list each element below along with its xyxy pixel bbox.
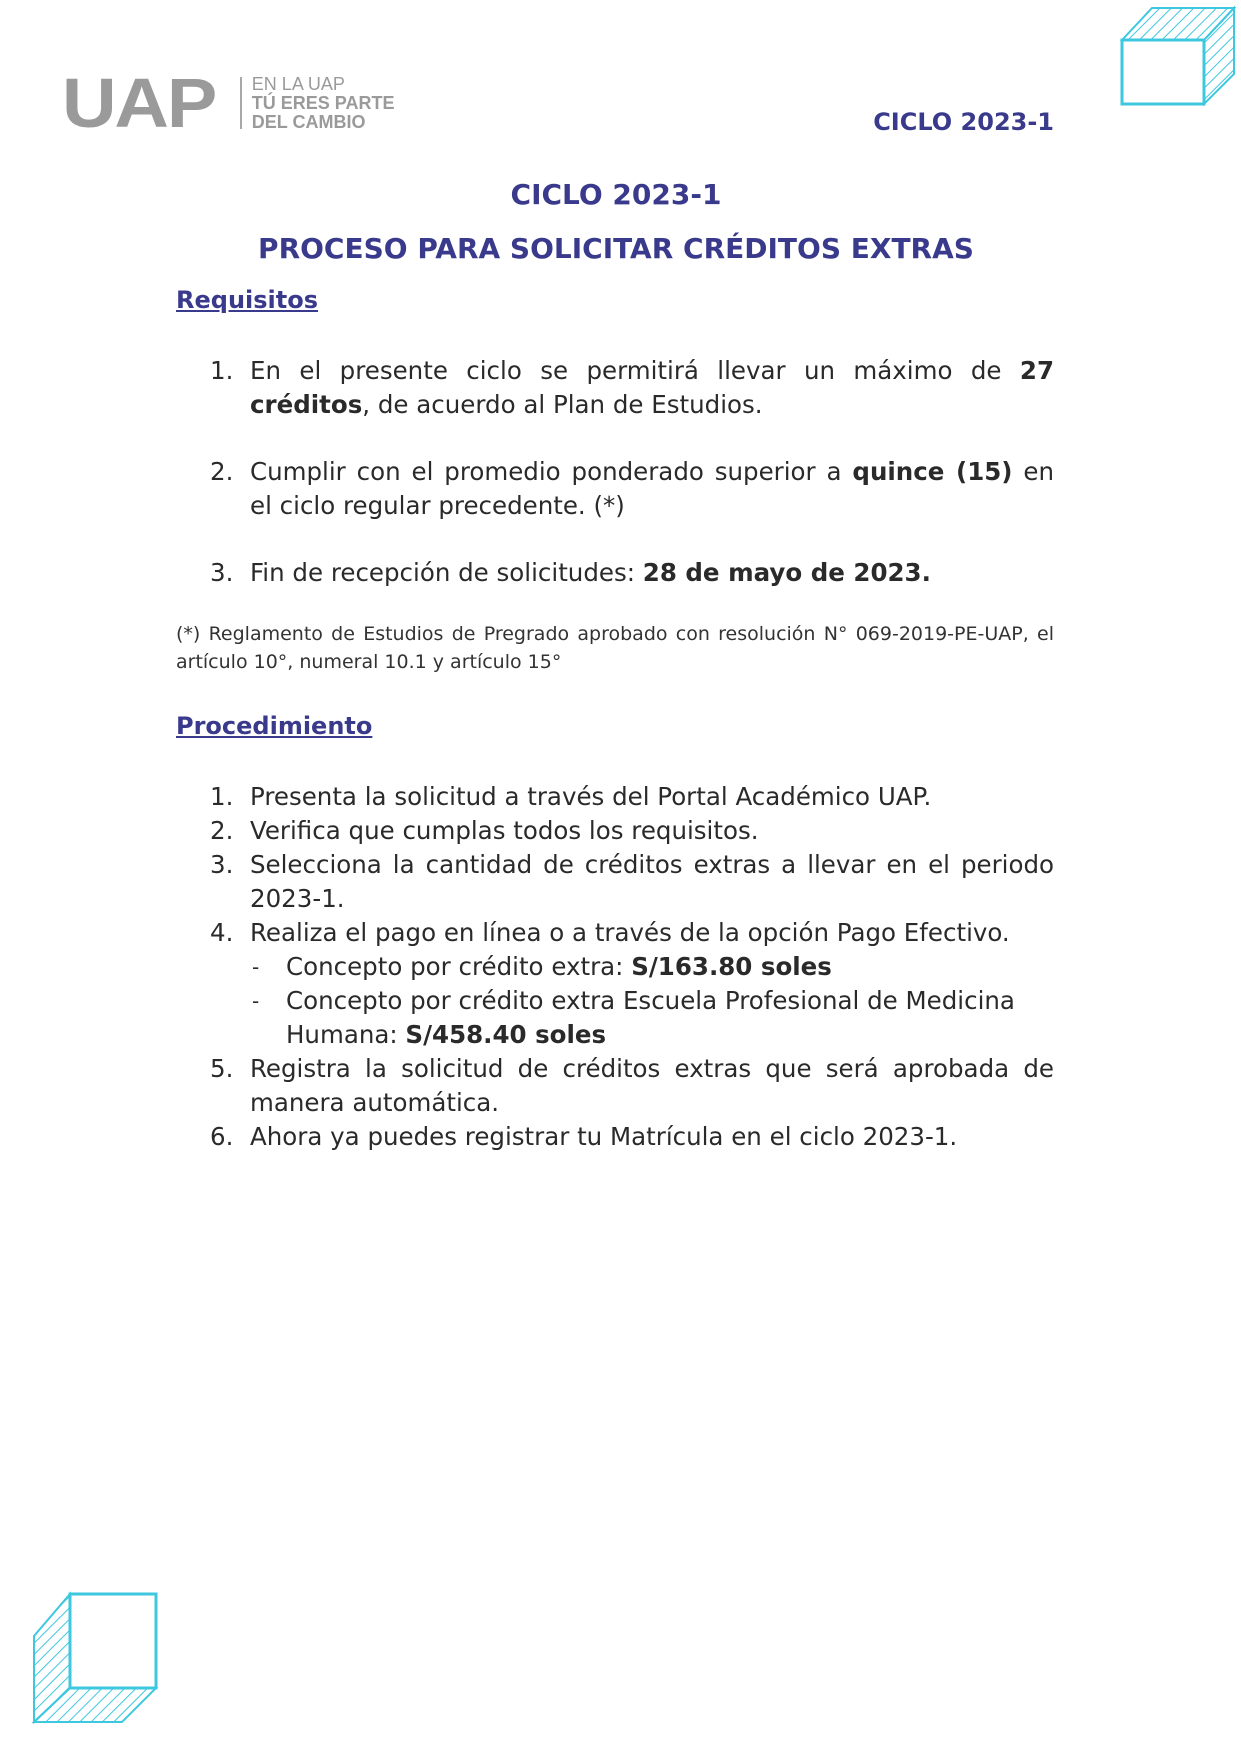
sub-list-text: Concepto por crédito extra Escuela Profesional de Medicina Humana: [286,986,1015,1049]
list-item [176,848,1054,916]
logo-tagline-line-3: DEL CAMBIO [251,111,366,132]
list-item-text: Presenta la solicitud a través del Portal Académico UAP. [250,782,932,811]
list-item [176,1120,1054,1154]
list-item-number: 1. [210,782,234,811]
procedimiento-heading: Procedimiento [176,712,373,740]
uap-logo [62,64,395,142]
sub-list-price: S/163.80 soles [631,952,832,981]
list-item-text: En el presente ciclo se permitirá llevar un máximo de [250,356,1020,385]
footnote: (*) Reglamento de Estudios de Pregrado aprobado con resolución N° 069-2019-PE-UAP, el artículo 10°, numeral 10.1 y artículo 15° [176,623,1054,673]
list-item-text: Cumplir con el promedio ponderado superior a [250,457,853,486]
list-item-bold: quince (15) [852,457,1013,486]
list-item [176,814,1054,848]
list-item-text: Registra la solicitud de créditos extras que será aprobada de manera automática. [250,1054,1054,1117]
page-title-cycle: CICLO 2023-1 [510,178,722,211]
list-item-number: 1. [210,356,234,385]
sub-list-price: S/458.40 soles [405,1020,607,1049]
sub-list-item [250,950,1054,984]
list-item-number: 3. [210,850,234,879]
list-item [176,1052,1054,1120]
list-item-number: 5. [210,1054,234,1083]
list-item-number: 2. [210,457,234,486]
list-item-text: Fin de recepción de solicitudes: [250,558,643,587]
list-item [176,556,1054,590]
header-cycle: CICLO 2023-1 [873,108,1054,136]
list-item-text: en el ciclo regular precedente. (*) [250,457,1055,520]
list-item-text: Verifica que cumplas todos los requisitos. [250,816,759,845]
list-item-bold: 27 créditos [250,356,1054,419]
list-item-text: Selecciona la cantidad de créditos extras a llevar en el periodo 2023-1. [250,850,1054,913]
logo-tagline-line-2: TÚ ERES PARTE [251,92,395,113]
sub-list-item [250,984,1054,1052]
list-item-number: 3. [210,558,234,587]
logo-tagline-line-1: EN LA UAP [251,73,345,94]
requisitos-heading: Requisitos [176,286,319,314]
list-item-number: 4. [210,918,234,947]
sub-list-dash: - [252,989,260,1013]
list-item-text: Ahora ya puedes registrar tu Matrícula en el ciclo 2023-1. [250,1122,958,1151]
list-item-text: Realiza el pago en línea o a través de la opción Pago Efectivo. [250,918,1010,947]
sub-list-text: Concepto por crédito extra: [286,952,632,981]
list-item [176,780,1054,814]
list-item-text: , de acuerdo al Plan de Estudios. [362,390,763,419]
list-item-number: 2. [210,816,234,845]
logo-mark: UAP [62,64,216,142]
sub-list-dash: - [252,955,260,979]
list-item [176,455,1054,523]
logo-tagline [252,75,395,132]
cube-top-right-icon [1118,4,1238,112]
list-item-number: 6. [210,1122,234,1151]
list-item [176,916,1054,1052]
procedimiento-list [176,780,1054,1154]
payment-concepts-list [250,950,1054,1052]
logo-divider [240,77,242,129]
requisitos-list [176,354,1054,623]
page-title: PROCESO PARA SOLICITAR CRÉDITOS EXTRAS [258,232,974,265]
list-item [176,354,1054,422]
list-item-bold: 28 de mayo de 2023. [642,558,931,587]
cube-bottom-left-icon [30,1590,162,1730]
